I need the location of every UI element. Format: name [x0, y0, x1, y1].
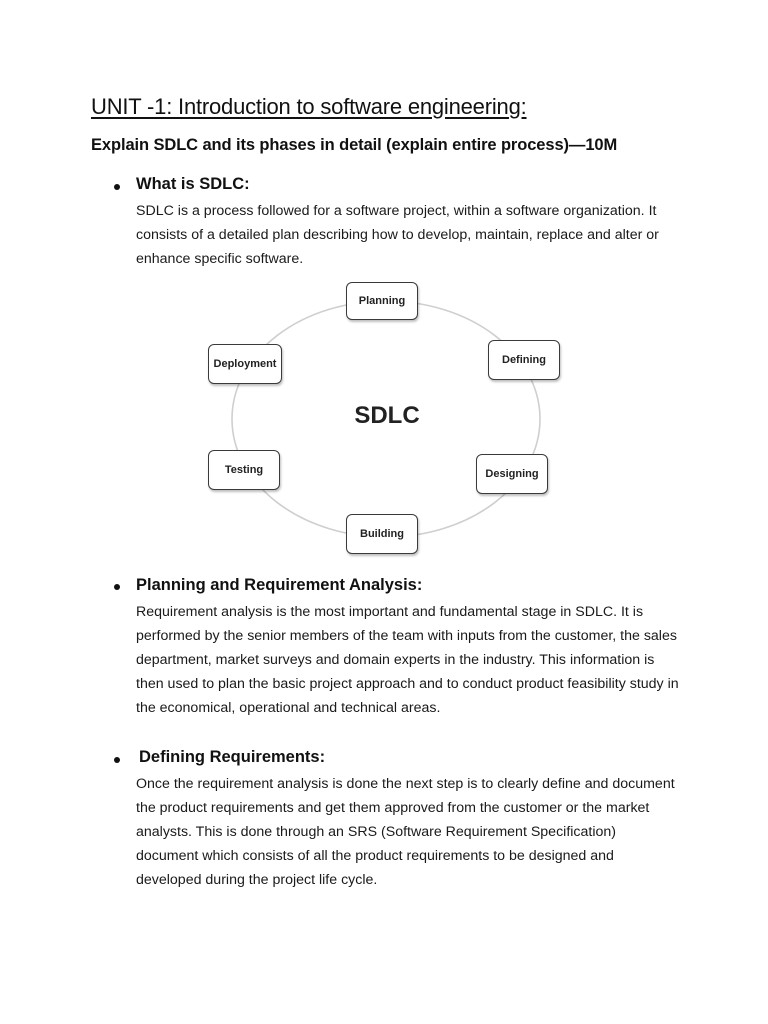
section-body-planning: Requirement analysis is the most important and fundamental stage in SDLC. It is performed by the senior members of the team with inputs from the customer, the sales department, market surveys and domain experts in the industry. This information is then used to plan the basic project approach and to conduct product feasibility study in the economical, operational and technical areas.	[136, 604, 679, 716]
phase-building: Building	[346, 514, 418, 554]
sdlc-cycle-diagram	[196, 278, 576, 560]
section-body-what-is-sdlc: SDLC is a process followed for a software project, within a software organization. It consists of a detailed plan describing how to develop, maintain, replace and alter or enhance specific software.	[136, 203, 659, 267]
bullet-icon	[114, 584, 120, 590]
question-heading: Explain SDLC and its phases in detail (explain entire process)—10M	[91, 136, 618, 154]
phase-designing: Designing	[476, 454, 548, 494]
bullet-icon	[114, 757, 120, 763]
section-title-planning: Planning and Requirement Analysis:	[136, 576, 423, 594]
diagram-center-label: SDLC	[354, 402, 420, 429]
section-title-what-is-sdlc: What is SDLC:	[136, 175, 250, 193]
unit-title: UNIT -1: Introduction to software engineering:	[91, 94, 527, 119]
section-title-defining: Defining Requirements:	[139, 748, 326, 766]
bullet-icon	[114, 184, 120, 190]
section-body-defining: Once the requirement analysis is done the next step is to clearly define and document the product requirements and get them approved from the customer or the market analysts. This is done through an SRS (Software Requirement Specification) document which consists of all the product requirements to be designed and developed during the project life cycle.	[136, 776, 675, 888]
phase-testing: Testing	[208, 450, 280, 490]
phase-planning: Planning	[346, 282, 418, 320]
phase-defining: Defining	[488, 340, 560, 380]
phase-deployment: Deployment	[208, 344, 282, 384]
